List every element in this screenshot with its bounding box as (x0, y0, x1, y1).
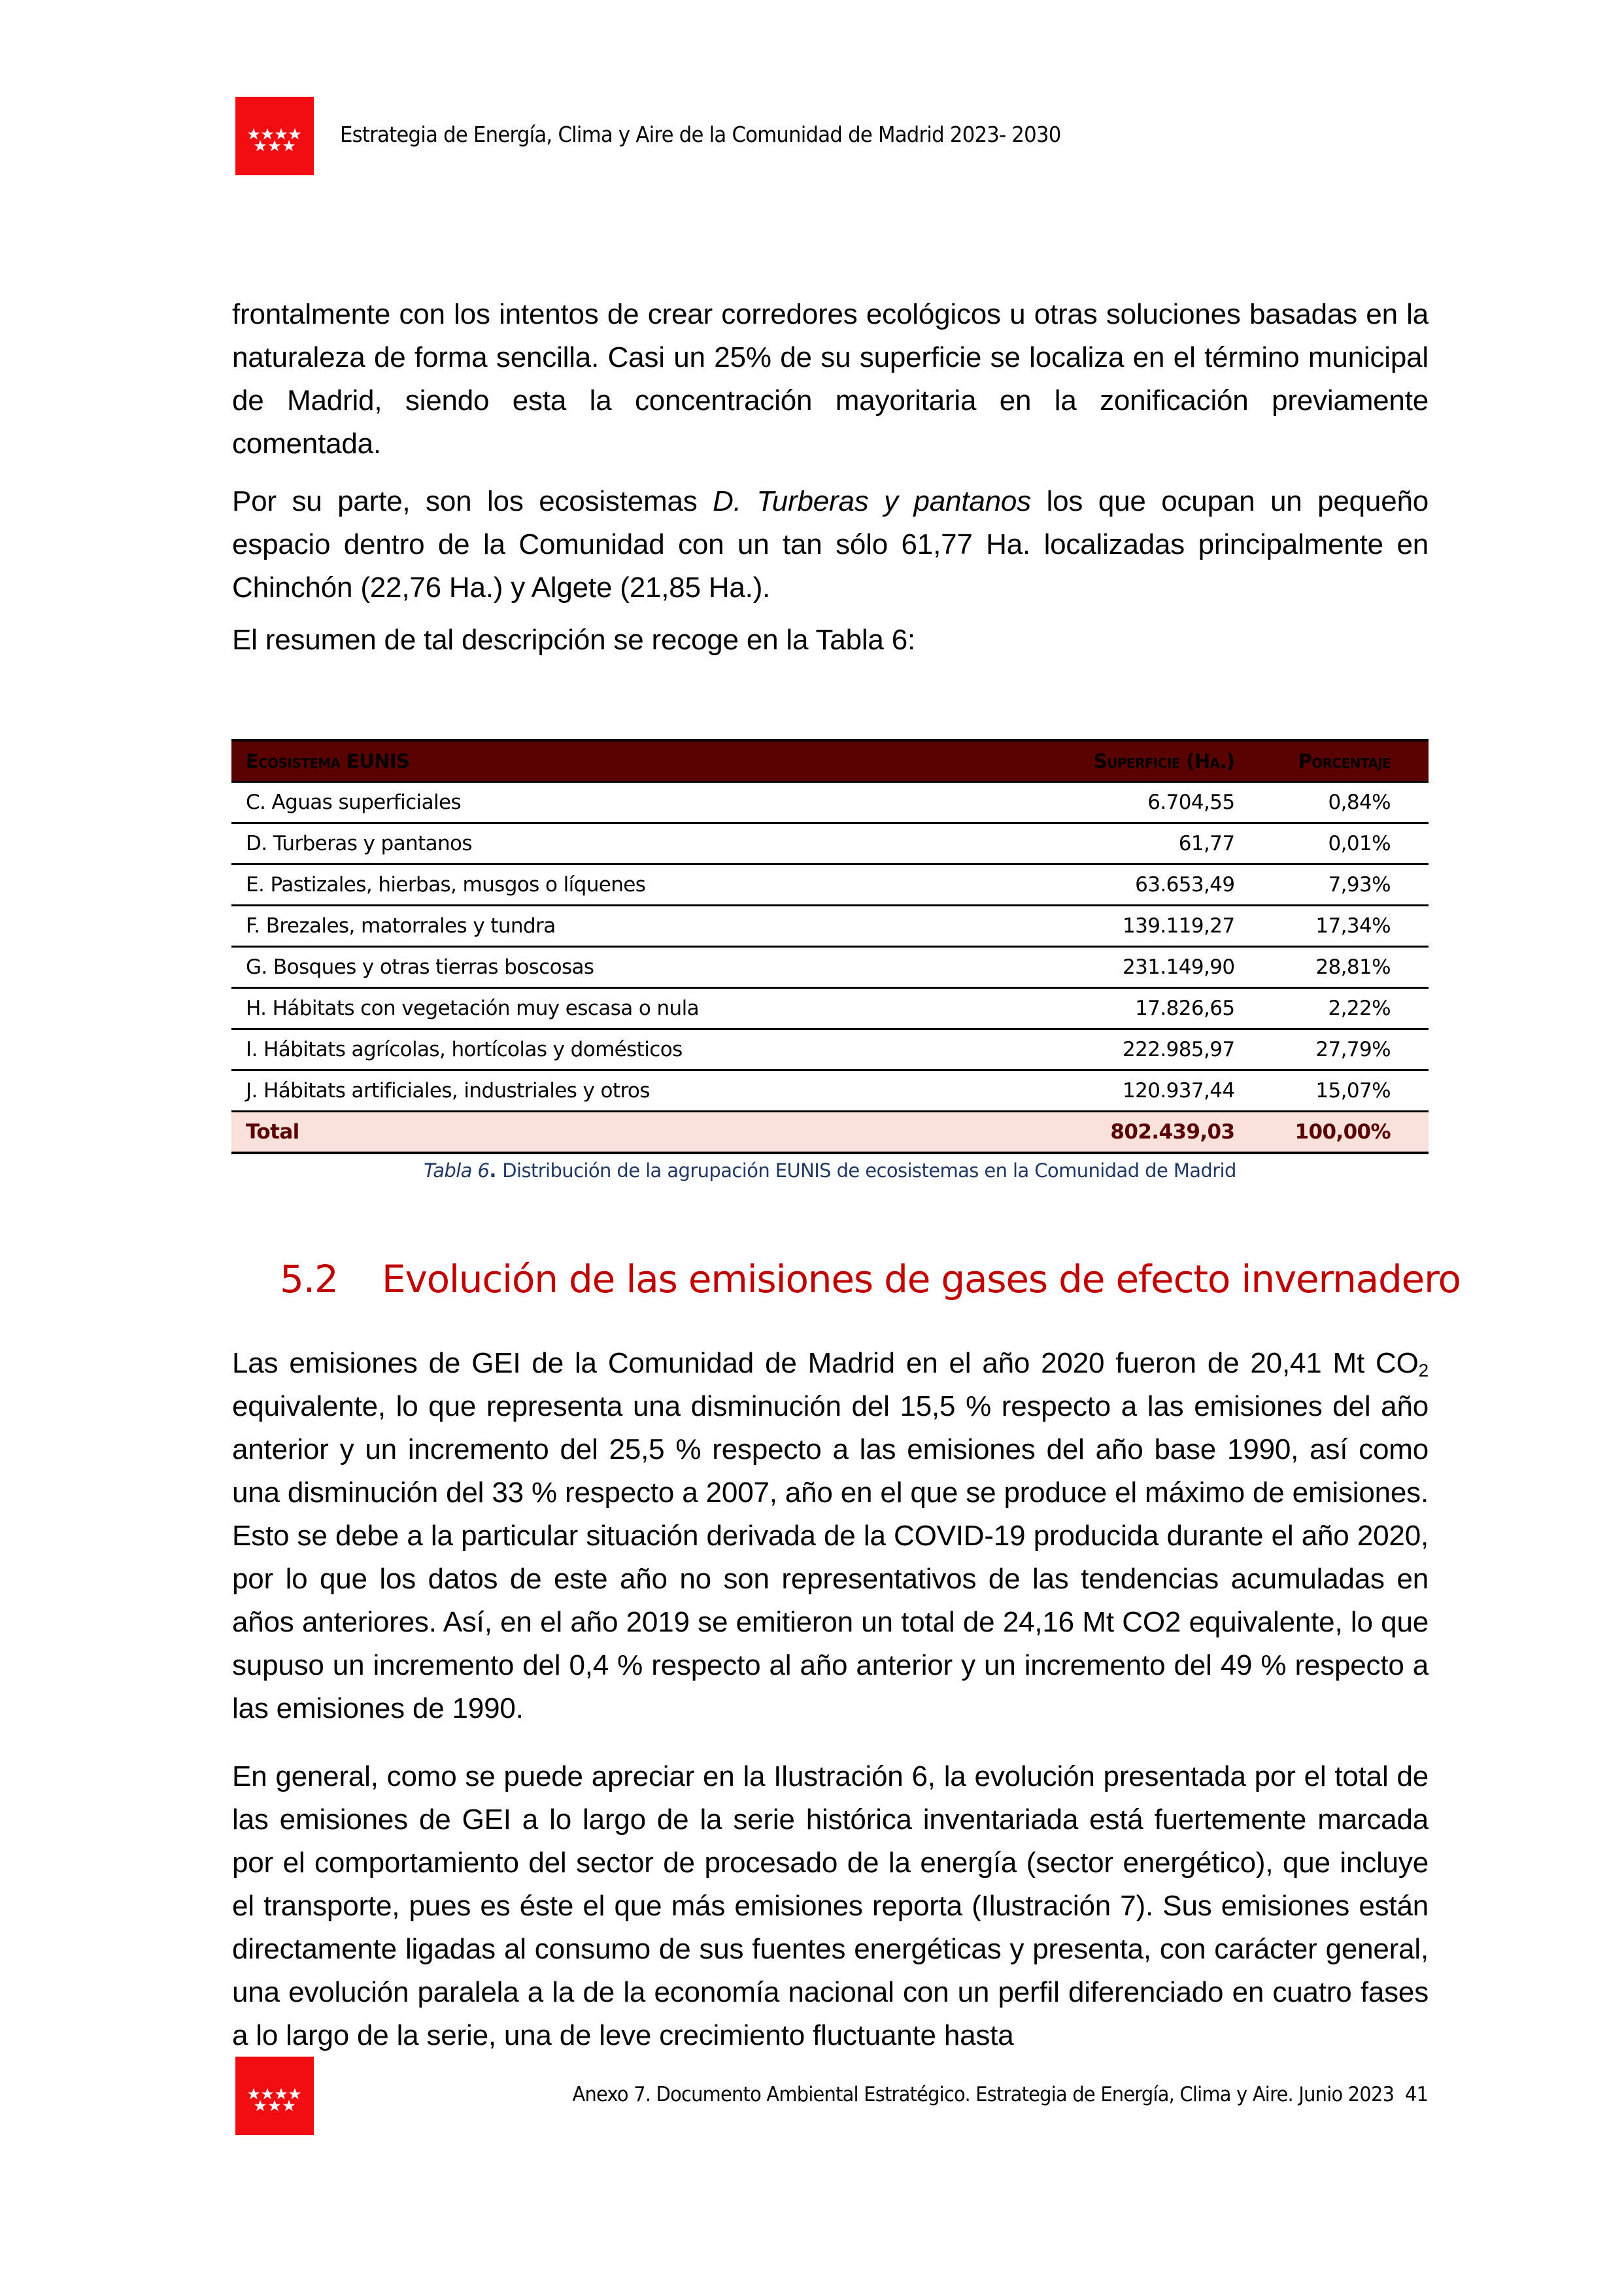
cell-percentage: 2,22% (1281, 988, 1429, 1029)
cell-total-label: Total (231, 1112, 913, 1154)
running-footer (572, 2083, 1428, 2106)
section-title: Evolución de las emisiones de gases de efecto invernadero (382, 1257, 1461, 1301)
table-row (231, 1029, 1429, 1070)
cell-surface: 61,77 (913, 823, 1281, 865)
body-paragraph: El resumen de tal descripción se recoge en la Tabla 6: (232, 624, 916, 656)
cell-ecosystem: G. Bosques y otras tierras boscosas (231, 947, 913, 988)
page-number: 41 (1404, 2083, 1428, 2106)
text-run: Por su parte, son los ecosistemas (232, 485, 713, 517)
running-header-title: Estrategia de Energía, Clima y Aire de la Comunidad de Madrid 2023- 2030 (340, 122, 1061, 147)
section-number: 5.2 (280, 1257, 338, 1301)
ecosystem-table (231, 739, 1429, 1154)
caption-text: Distribución de la agrupación EUNIS de ecosistemas en la Comunidad de Madrid (502, 1159, 1236, 1182)
cell-surface: 6.704,55 (913, 782, 1281, 823)
comunidad-de-madrid-logo-icon (235, 2057, 314, 2135)
table-total-row (231, 1112, 1429, 1154)
cell-ecosystem: C. Aguas superficiales (231, 782, 913, 823)
cell-surface: 63.653,49 (913, 865, 1281, 906)
cell-ecosystem: I. Hábitats agrícolas, hortícolas y domésticos (231, 1029, 913, 1070)
subscript: 2 (1418, 1360, 1429, 1380)
cell-ecosystem: J. Hábitats artificiales, industriales y otros (231, 1070, 913, 1112)
cell-surface: 222.985,97 (913, 1029, 1281, 1070)
footer-text: Anexo 7. Documento Ambiental Estratégico. Estrategia de Energía, Clima y Aire. Junio 2023 (572, 2083, 1394, 2106)
section-heading (280, 1257, 1461, 1301)
cell-ecosystem: F. Brezales, matorrales y tundra (231, 906, 913, 947)
cell-surface: 231.149,90 (913, 947, 1281, 988)
table-header-row (231, 740, 1429, 782)
cell-surface: 120.937,44 (913, 1070, 1281, 1112)
column-header-percentage: Porcentaje (1281, 740, 1429, 782)
table-row (231, 1070, 1429, 1112)
cell-percentage: 27,79% (1281, 1029, 1429, 1070)
text-run: equivalente, lo que representa una disminución del 15,5 % respecto a las emisiones del año anterior y un incremento del 25,5 % respecto a las emisiones del año base 1990, así como una disminución del 33 % respecto a 2007, año en el que se produce el máximo de emisiones. Esto se debe a la particular situación derivada de la COVID-19 producida durante el año 2020, por lo que los datos de este año no son representativos de las tendencias acumuladas en años anteriores. Así, en el año 2019 se emitieron un total de 24,16 Mt CO2 equivalente, lo que supuso un incremento del 0,4 % respecto al año anterior y un incremento del 49 % respecto a las emisiones de 1990. (232, 1390, 1429, 1724)
cell-percentage: 7,93% (1281, 865, 1429, 906)
column-header-ecosystem: Ecosistema EUNIS (231, 740, 913, 782)
caption-label: Tabla 6 (424, 1159, 490, 1182)
table-row (231, 823, 1429, 865)
table-caption (231, 1159, 1429, 1182)
table-row (231, 906, 1429, 947)
caption-separator: . (489, 1159, 503, 1182)
table-row (231, 865, 1429, 906)
cell-percentage: 15,07% (1281, 1070, 1429, 1112)
cell-percentage: 0,01% (1281, 823, 1429, 865)
body-paragraph (232, 480, 1429, 609)
text-run: los que ocupan un pequeño espacio dentro de la Comunidad con un tan sólo 61,77 Ha. localizadas principalmente en Chinchón (22,76 Ha.) y Algete (21,85 Ha.). (232, 485, 1429, 604)
cell-surface: 139.119,27 (913, 906, 1281, 947)
body-paragraph: frontalmente con los intentos de crear corredores ecológicos u otras soluciones basadas en la naturaleza de forma sencilla. Casi un 25% de su superficie se localiza en el término municipal de Madrid, siendo esta la concentración mayoritaria en la zonificación previamente comentada. (232, 298, 1429, 460)
cell-ecosystem: E. Pastizales, hierbas, musgos o líquenes (231, 865, 913, 906)
column-header-surface: Superficie (Ha.) (913, 740, 1281, 782)
seven-stars-icon (235, 2057, 314, 2135)
body-paragraph (232, 1342, 1429, 1730)
cell-total-surface: 802.439,03 (913, 1112, 1281, 1154)
cell-percentage: 0,84% (1281, 782, 1429, 823)
table-row (231, 988, 1429, 1029)
comunidad-de-madrid-logo-icon (235, 97, 314, 175)
cell-ecosystem: H. Hábitats con vegetación muy escasa o nula (231, 988, 913, 1029)
text-run: Las emisiones de GEI de la Comunidad de Madrid en el año 2020 fueron de 20,41 Mt CO (232, 1347, 1419, 1379)
italic-ecosystem-name: D. Turberas y pantanos (713, 485, 1031, 517)
cell-total-percentage: 100,00% (1281, 1112, 1429, 1154)
cell-ecosystem: D. Turberas y pantanos (231, 823, 913, 865)
cell-percentage: 17,34% (1281, 906, 1429, 947)
cell-surface: 17.826,65 (913, 988, 1281, 1029)
table-row (231, 782, 1429, 823)
cell-percentage: 28,81% (1281, 947, 1429, 988)
table-row (231, 947, 1429, 988)
seven-stars-icon (235, 97, 314, 175)
body-paragraph: En general, como se puede apreciar en la Ilustración 6, la evolución presentada por el total de las emisiones de GEI a lo largo de la serie histórica inventariada está fuertemente marcada por el comportamiento del sector de procesado de la energía (sector energético), que incluye el transporte, pues es éste el que más emisiones reporta (Ilustración 7). Sus emisiones están directamente ligadas al consumo de sus fuentes energéticas y presenta, con carácter general, una evolución paralela a la de la economía nacional con un perfil diferenciado en cuatro fases a lo largo de la serie, una de leve crecimiento fluctuante hasta (232, 1760, 1429, 2051)
